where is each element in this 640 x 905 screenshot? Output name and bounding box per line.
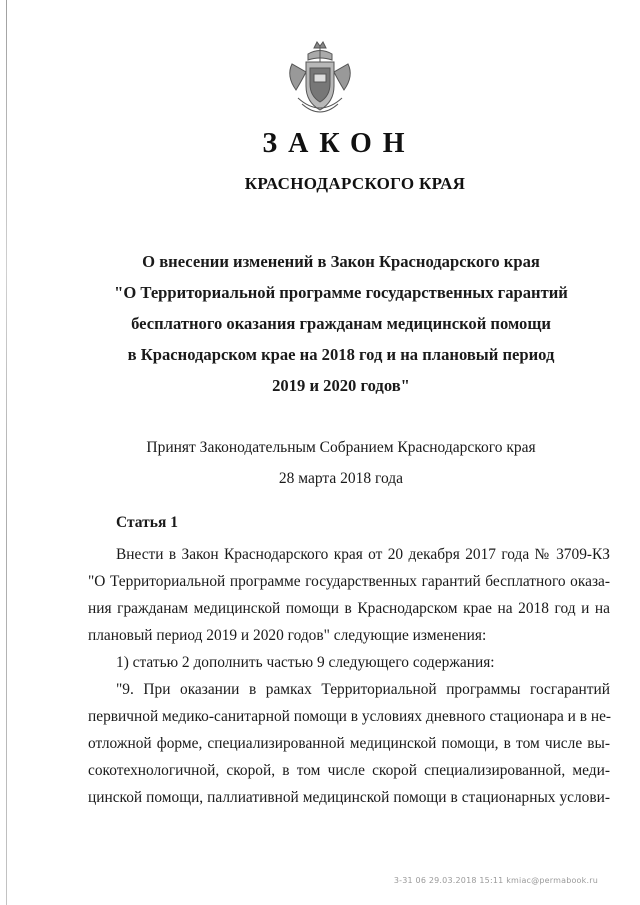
subject-line: 2019 и 2020 годов": [272, 376, 410, 395]
article-heading: Статья 1: [116, 514, 178, 531]
article-line: "9. При оказании в рамках Территориальной программы госгарантий: [116, 681, 610, 698]
region-title: КРАСНОДАРСКОГО КРАЯ: [244, 174, 466, 193]
article-line: отложной форме, специализированной медицинской помощи, в том числе вы-: [88, 735, 610, 752]
amendment-text: [116, 676, 610, 703]
article-line: первичной медико-санитарной помощи в условиях дневного стационара и в не-: [88, 708, 612, 725]
subject-line: в Краснодарском крае на 2018 год и на плановый период: [127, 345, 555, 364]
article-line: 1) статью 2 дополнить частью 9 следующего содержания:: [116, 654, 495, 671]
subject-line: О внесении изменений в Закон Краснодарского края: [142, 252, 540, 271]
article-line: цинской помощи, паллиативной медицинской помощи в стационарных услови-: [88, 789, 610, 806]
footer-stamp: 3-31 06 29.03.2018 15:11 kmiac@permabook.ru: [393, 876, 598, 885]
article-text: [116, 541, 610, 568]
adoption-info: [0, 432, 640, 494]
article-line: "О Территориальной программе государственных гарантий бесплатного оказа-: [88, 573, 610, 590]
article-line: сокотехнологичной, скорой, в том числе скорой специализированной, меди-: [88, 762, 610, 779]
amendment-item: [116, 649, 536, 676]
law-subject: [0, 246, 640, 401]
article-line: Внести в Закон Краснодарского края от 20 декабря 2017 года № 3709-КЗ: [116, 546, 610, 563]
adoption-date: 28 марта 2018 года: [278, 470, 404, 487]
article-line: ния гражданам медицинской помощи в Краснодарском крае на 2018 год и на: [88, 600, 610, 617]
adoption-body: Принят Законодательным Собранием Краснодарского края: [146, 439, 536, 456]
coat-of-arms-icon: [284, 38, 356, 118]
subject-line: бесплатного оказания гражданам медицинской помощи: [131, 314, 551, 333]
subject-line: "О Территориальной программе государственных гарантий: [114, 283, 568, 302]
article-text-block: [88, 568, 610, 649]
amendment-text-block: [88, 703, 610, 811]
law-title: ЗАКОН: [262, 128, 416, 159]
article-line: плановый период 2019 и 2020 годов" следующие изменения:: [88, 627, 487, 644]
